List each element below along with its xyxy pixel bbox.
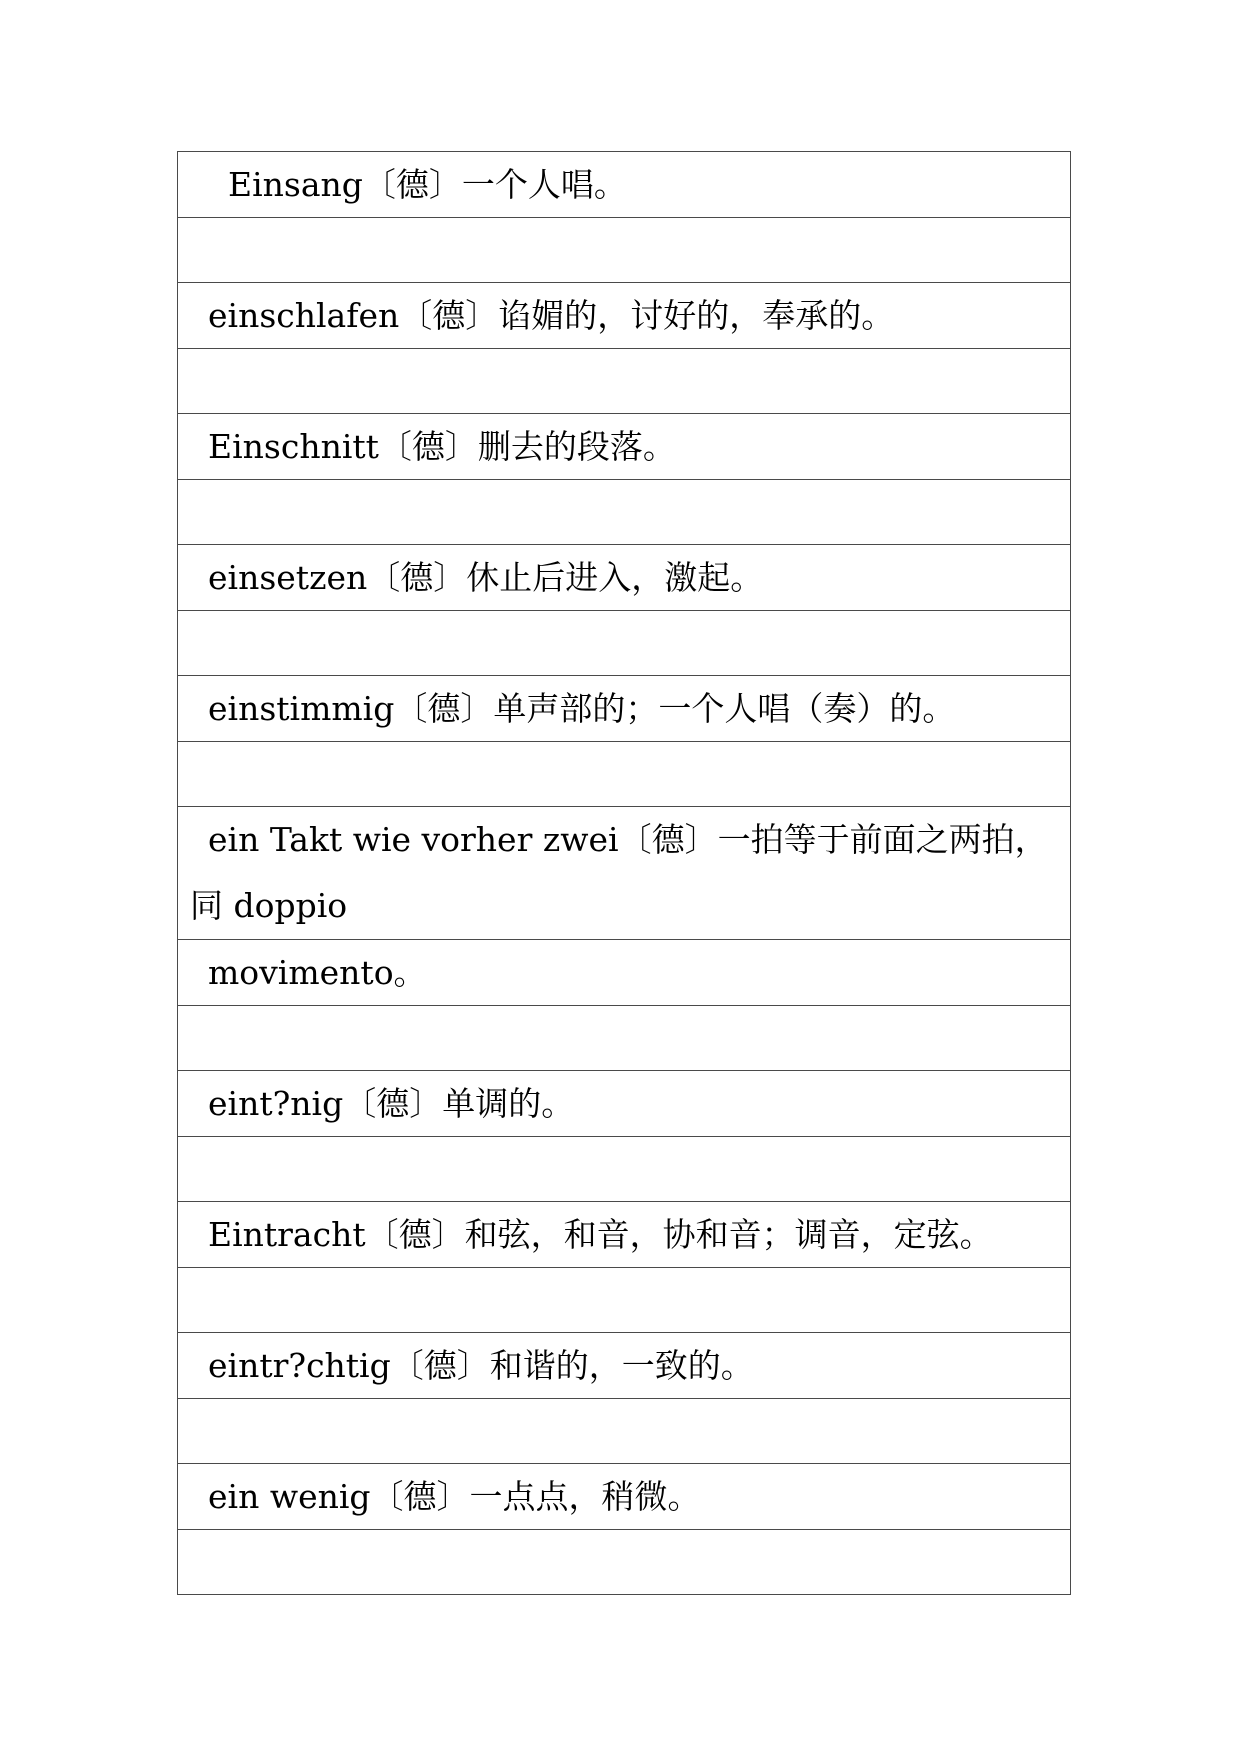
table-row	[178, 283, 1071, 349]
entry-cell: ein wenig〔德〕一点点，稍微。	[178, 1464, 1071, 1530]
entry-cell: eintr?chtig〔德〕和谐的，一致的。	[178, 1333, 1071, 1399]
blank-cell	[178, 480, 1071, 545]
table-row	[178, 218, 1071, 283]
table-row	[178, 1006, 1071, 1071]
table-row	[178, 152, 1071, 218]
blank-cell	[178, 1268, 1071, 1333]
table-row	[178, 1530, 1071, 1595]
glossary-table	[177, 151, 1071, 1595]
blank-cell	[178, 1006, 1071, 1071]
entry-cell: Einsang〔德〕一个人唱。	[178, 152, 1071, 218]
table-row	[178, 1268, 1071, 1333]
table-row	[178, 1333, 1071, 1399]
entry-cell: einschlafen〔德〕谄媚的，讨好的，奉承的。	[178, 283, 1071, 349]
entry-cell: eint?nig〔德〕单调的。	[178, 1071, 1071, 1137]
blank-cell	[178, 611, 1071, 676]
blank-cell	[178, 1530, 1071, 1595]
entry-cell: Einschnitt〔德〕删去的段落。	[178, 414, 1071, 480]
table-row	[178, 676, 1071, 742]
entry-cell: einsetzen〔德〕休止后进入，激起。	[178, 545, 1071, 611]
table-row	[178, 480, 1071, 545]
table-row	[178, 545, 1071, 611]
table-row	[178, 1464, 1071, 1530]
blank-cell	[178, 349, 1071, 414]
blank-cell	[178, 1137, 1071, 1202]
table-row	[178, 611, 1071, 676]
entry-cell: ein Takt wie vorher zwei〔德〕一拍等于前面之两拍，同 doppio	[178, 807, 1071, 940]
entry-cell: einstimmig〔德〕单声部的；一个人唱（奏）的。	[178, 676, 1071, 742]
table-row	[178, 742, 1071, 807]
table-row	[178, 940, 1071, 1006]
table-row	[178, 1202, 1071, 1268]
entry-cell: Eintracht〔德〕和弦，和音，协和音；调音，定弦。	[178, 1202, 1071, 1268]
blank-cell	[178, 1399, 1071, 1464]
table-row	[178, 1137, 1071, 1202]
table-row	[178, 349, 1071, 414]
blank-cell	[178, 218, 1071, 283]
entry-cell: movimento。	[178, 940, 1071, 1006]
blank-cell	[178, 742, 1071, 807]
table-row	[178, 1071, 1071, 1137]
table-row	[178, 807, 1071, 940]
table-row	[178, 1399, 1071, 1464]
table-row	[178, 414, 1071, 480]
